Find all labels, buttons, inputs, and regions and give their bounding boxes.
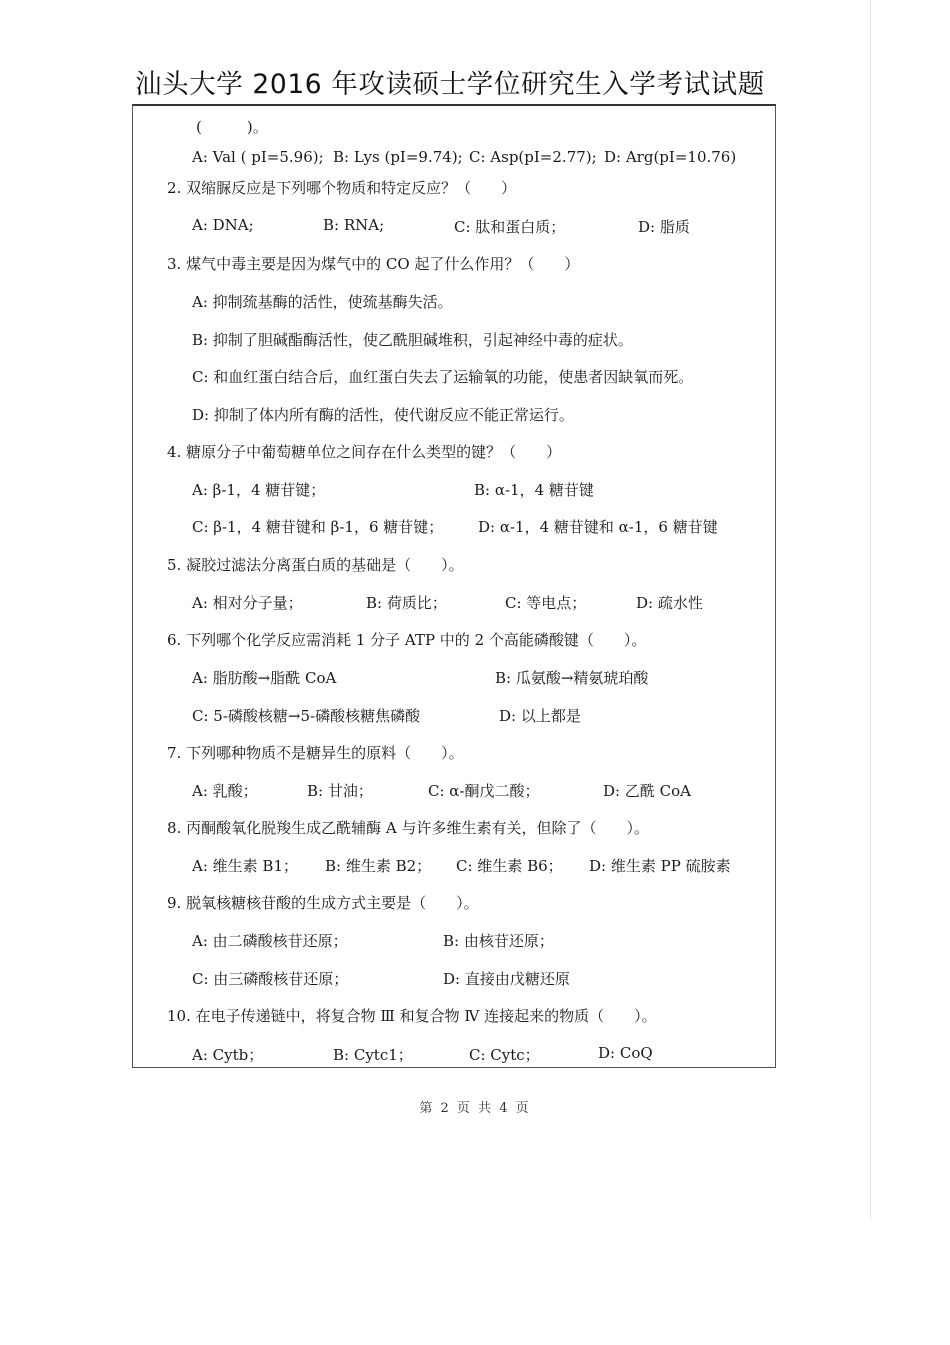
q2-option-d: D: 脂质 <box>638 218 690 236</box>
q3-option-a: A: 抑制巯基酶的活性，使巯基酶失活。 <box>192 293 453 311</box>
q8-option-b: B: 维生素 B2； <box>325 857 432 875</box>
q1-option-c: C: Asp(pI=2.77); <box>469 148 597 166</box>
q4-option-d: D: α-1，4 糖苷键和 α-1，6 糖苷键 <box>478 518 718 536</box>
q5-stem: 5. 凝胶过滤法分离蛋白质的基础是（ ）。 <box>167 556 464 574</box>
q5-option-c: C: 等电点； <box>505 594 587 612</box>
q1-option-a: A: Val ( pI=5.96); <box>192 148 324 166</box>
q8-option-a: A: 维生素 B1； <box>192 857 298 875</box>
q7-option-a: A: 乳酸； <box>192 782 258 800</box>
q1-option-d: D: Arg(pI=10.76) <box>604 148 737 166</box>
q7-option-c: C: α-酮戊二酸； <box>428 782 540 800</box>
q4-stem: 4. 糖原分子中葡萄糖单位之间存在什么类型的键？（ ） <box>167 443 562 461</box>
q6-option-b: B: 瓜氨酸→精氨琥珀酸 <box>495 669 649 687</box>
q9-option-a: A: 由二磷酸核苷还原； <box>192 932 348 950</box>
q5-option-a: A: 相对分子量； <box>192 594 303 612</box>
exam-title: 汕头大学 2016 年攻读硕士学位研究生入学考试试题 <box>135 69 765 100</box>
q2-option-c: C: 肽和蛋白质； <box>454 218 566 236</box>
q6-option-d: D: 以上都是 <box>499 707 581 725</box>
q8-option-c: C: 维生素 B6； <box>456 857 563 875</box>
q3-option-d: D: 抑制了体内所有酶的活性，使代谢反应不能正常运行。 <box>192 406 574 424</box>
q5-option-b: B: 荷质比； <box>366 594 447 612</box>
q4-option-a: A: β-1，4 糖苷键； <box>192 481 326 499</box>
q2-stem: 2. 双缩脲反应是下列哪个物质和特定反应？（ ） <box>167 179 517 197</box>
q4-option-b: B: α-1，4 糖苷键 <box>474 481 594 499</box>
q7-option-b: B: 甘油； <box>307 782 373 800</box>
q9-option-c: C: 由三磷酸核苷还原； <box>192 970 349 988</box>
q9-option-b: B: 由核苷还原； <box>443 932 554 950</box>
q6-option-a: A: 脂肪酸→脂酰 CoA <box>192 669 337 687</box>
q2-option-a: A: DNA; <box>192 216 254 234</box>
q8-option-d: D: 维生素 PP 硫胺素 <box>589 857 731 875</box>
q7-stem: 7. 下列哪种物质不是糖异生的原料（ ）。 <box>167 744 464 762</box>
q1-option-b: B: Lys (pI=9.74); <box>333 148 463 166</box>
page-indicator: 第 2 页 共 4 页 <box>419 1101 531 1116</box>
q2-option-b: B: RNA; <box>323 216 385 234</box>
q10-option-d: D: CoQ <box>598 1044 653 1062</box>
q9-stem: 9. 脱氧核糖核苷酸的生成方式主要是（ ）。 <box>167 894 479 912</box>
q10-option-a: A: Cytb； <box>192 1046 264 1064</box>
q7-option-d: D: 乙酰 CoA <box>603 782 691 800</box>
q4-option-c: C: β-1，4 糖苷键和 β-1，6 糖苷键； <box>192 518 444 536</box>
exam-content-box <box>132 104 776 1068</box>
q3-option-b: B: 抑制了胆碱酯酶活性，使乙酰胆碱堆积，引起神经中毒的症状。 <box>192 331 633 349</box>
q10-option-c: C: Cytc； <box>469 1046 540 1064</box>
q3-stem: 3. 煤气中毒主要是因为煤气中的 CO 起了什么作用？（ ） <box>167 255 580 273</box>
q8-stem: 8. 丙酮酸氧化脱羧生成乙酰辅酶 A 与许多维生素有关，但除了（ ）。 <box>167 819 649 837</box>
q6-stem: 6. 下列哪个化学反应需消耗 1 分子 ATP 中的 2 个高能磷酸键（ ）。 <box>167 631 647 649</box>
q1-answer-blank: ( )。 <box>196 118 268 136</box>
scan-edge-line <box>870 0 871 1220</box>
q10-stem: 10. 在电子传递链中，将复合物 Ⅲ 和复合物 Ⅳ 连接起来的物质（ ）。 <box>167 1007 657 1025</box>
q3-option-c: C: 和血红蛋白结合后，血红蛋白失去了运输氧的功能，使患者因缺氧而死。 <box>192 368 694 386</box>
q5-option-d: D: 疏水性 <box>636 594 703 612</box>
q6-option-c: C: 5-磷酸核糖→5-磷酸核糖焦磷酸 <box>192 707 421 725</box>
q10-option-b: B: Cytc1； <box>333 1046 413 1064</box>
q9-option-d: D: 直接由戊糖还原 <box>443 970 570 988</box>
